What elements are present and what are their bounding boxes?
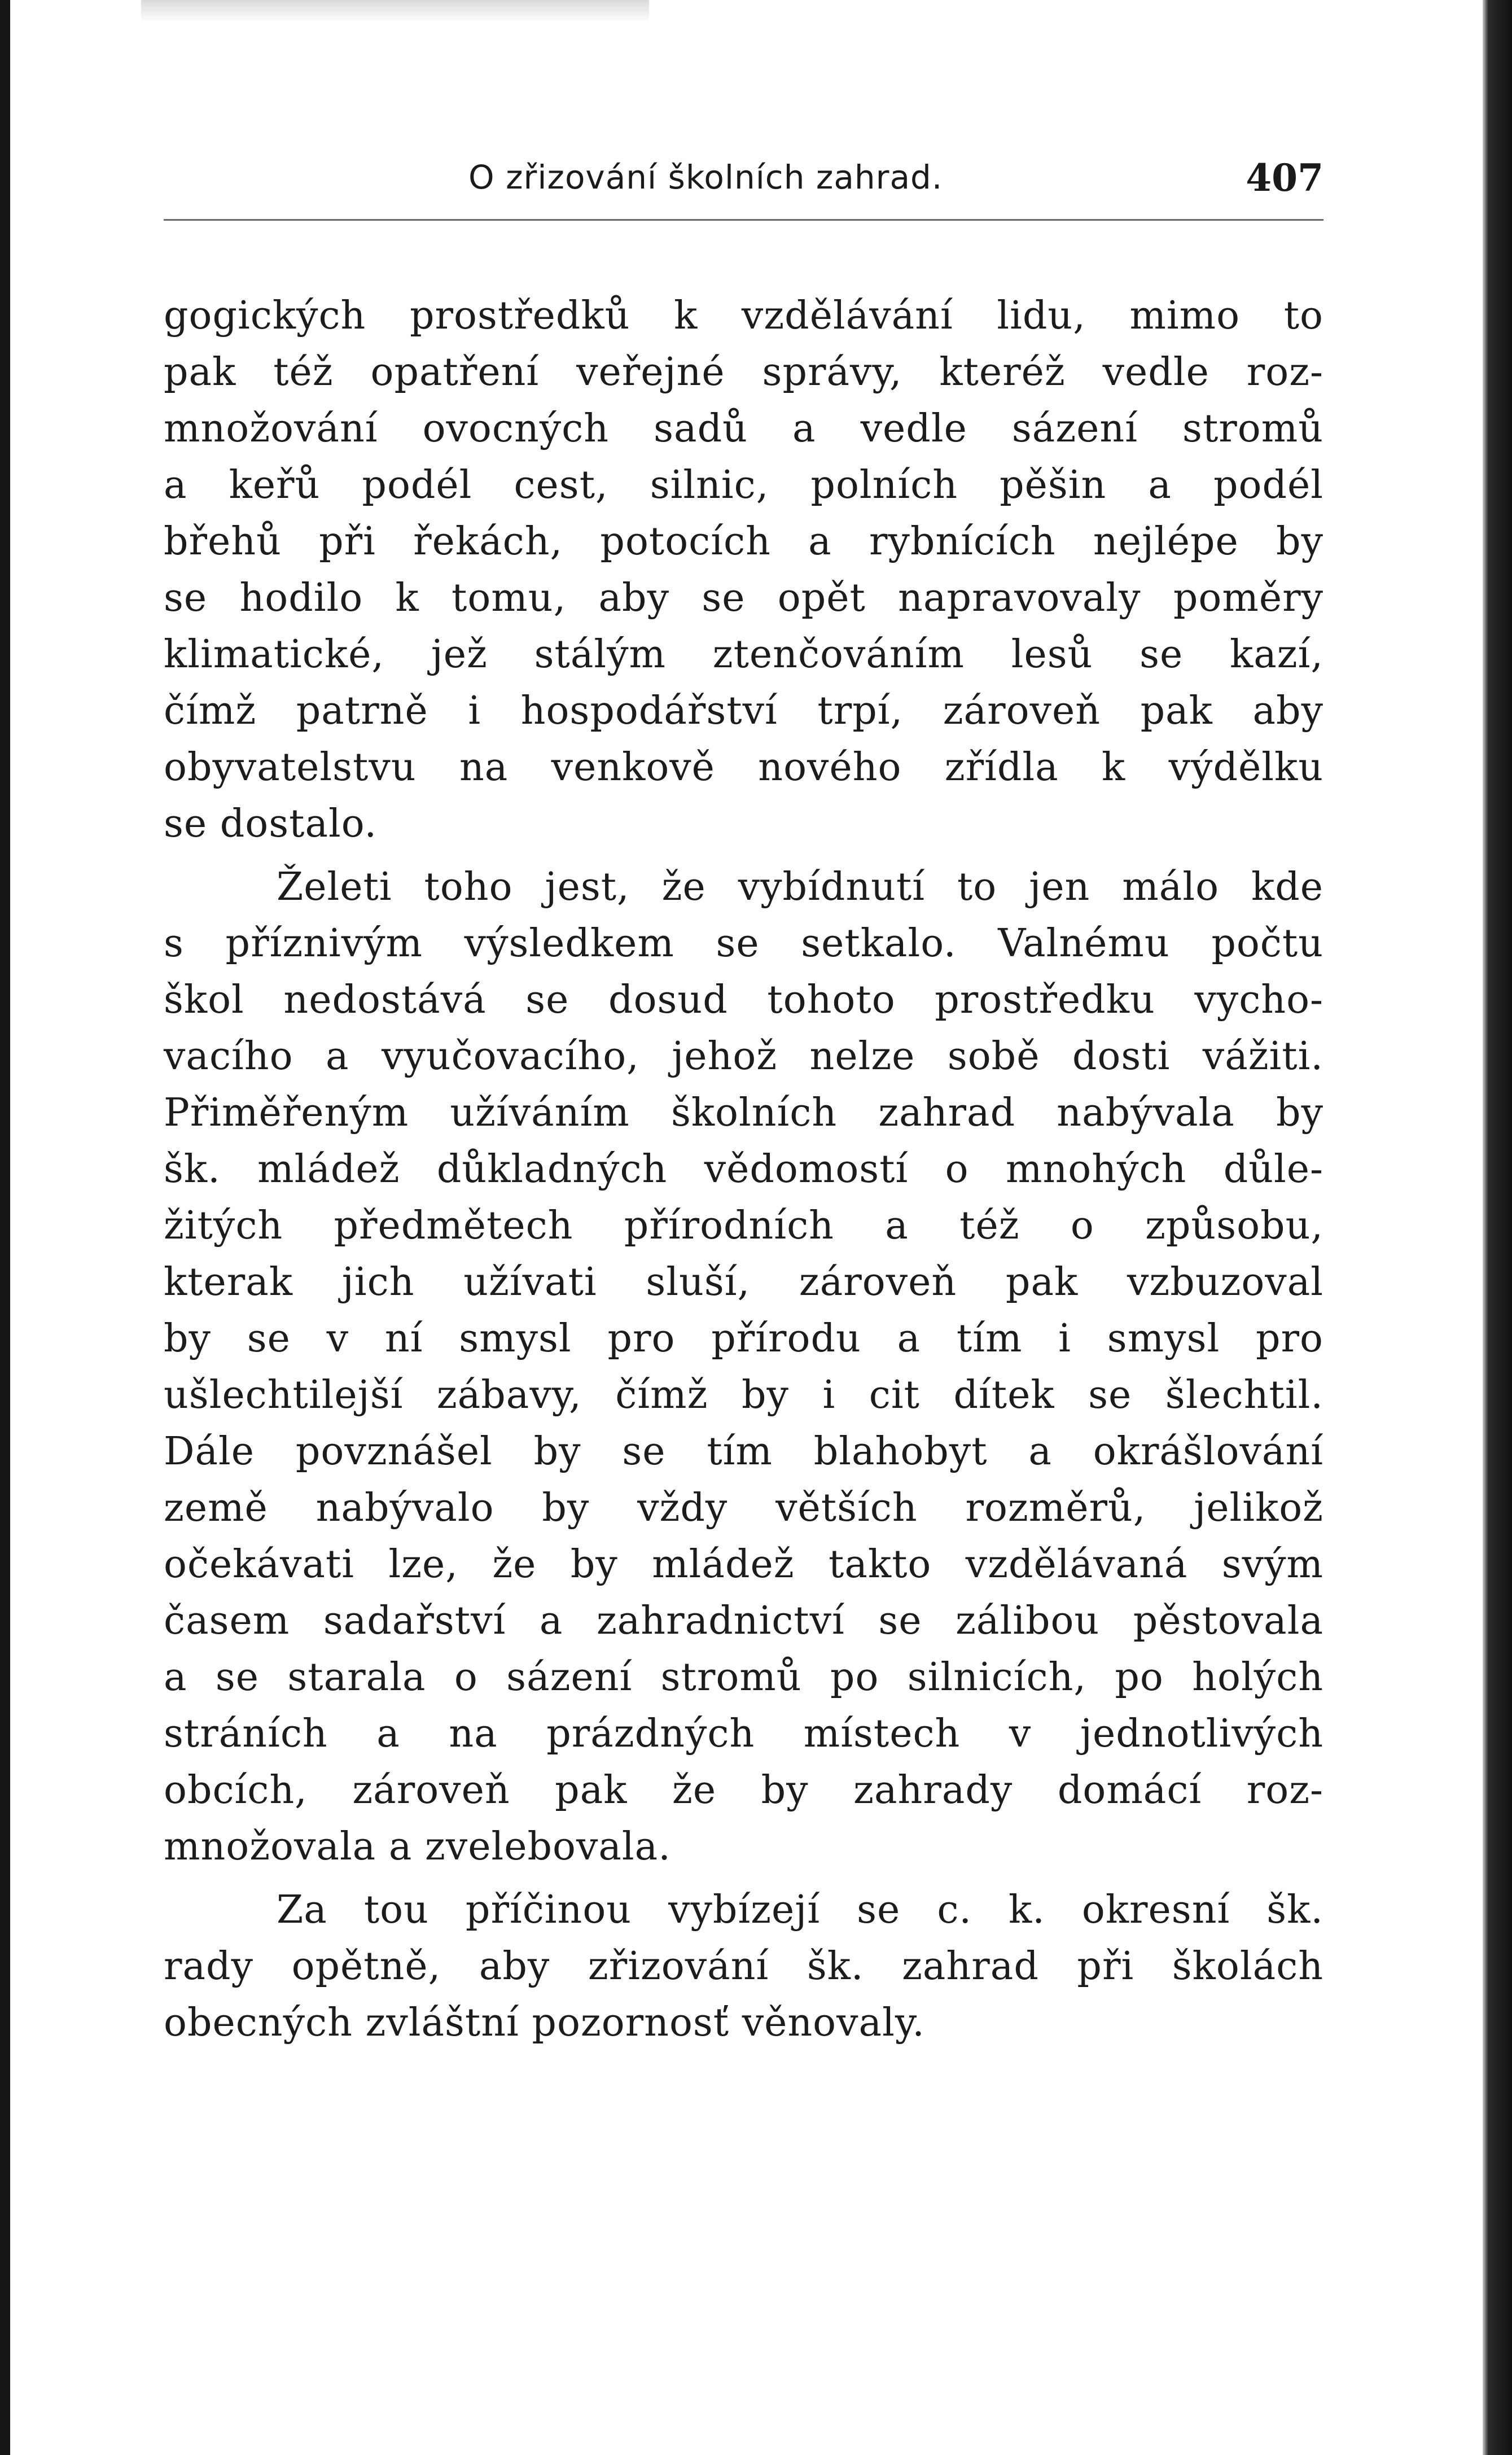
text-line: ušlechtilejší zábavy, čímž by i cit dítek se šlechtil. bbox=[164, 1373, 1323, 1417]
text-line: rady opětně, aby zřizování šk. zahrad při školách bbox=[164, 1944, 1323, 1989]
text-line: množování ovocných sadů a vedle sázení stromů bbox=[164, 406, 1323, 451]
text-line: a se starala o sázení stromů po silnicích, po holých bbox=[164, 1655, 1323, 1700]
text-line: stráních a na prázdných místech v jednotlivých bbox=[164, 1712, 1323, 1756]
text-line: s příznivým výsledkem se setkalo. Valnému počtu bbox=[164, 921, 1323, 966]
text-line: žitých předmětech přírodních a též o způsobu, bbox=[164, 1204, 1323, 1248]
body-text bbox=[164, 288, 1323, 2051]
text-line: země nabývalo by vždy větších rozměrů, jelikož bbox=[164, 1486, 1323, 1530]
running-title: O zřizování školních zahrad. bbox=[468, 158, 943, 196]
header-rule bbox=[164, 219, 1323, 221]
text-line: obecných zvláštní pozornosť věnovaly. bbox=[164, 2001, 925, 2045]
text-line: a keřů podél cest, silnic, polních pěšin a podél bbox=[164, 463, 1323, 507]
paragraph-gap bbox=[164, 852, 1323, 859]
scan-edge-right bbox=[1483, 0, 1512, 2455]
paragraph-1 bbox=[164, 288, 1323, 852]
text-line: očekávati lze, že by mládež takto vzdělávaná svým bbox=[164, 1542, 1323, 1587]
page-number: 407 bbox=[1246, 156, 1323, 200]
text-line: vacího a vyučovacího, jehož nelze sobě dosti vážiti. bbox=[164, 1034, 1323, 1079]
book-page bbox=[164, 152, 1323, 2045]
text-line: škol nedostává se dosud tohoto prostředku vycho- bbox=[164, 978, 1323, 1022]
text-line: obyvatelstvu na venkově nového zřídla k výdělku bbox=[164, 745, 1323, 790]
scan-smudge bbox=[141, 0, 649, 23]
text-line: břehů při řekách, potocích a rybnících nejlépe by bbox=[164, 519, 1323, 564]
text-line: obcích, zároveň pak že by zahrady domácí roz- bbox=[164, 1768, 1323, 1813]
text-line: Želeti toho jest, že vybídnutí to jen málo kde bbox=[277, 865, 1323, 909]
text-line: se hodilo k tomu, aby se opět napravovaly poměry bbox=[164, 576, 1323, 620]
text-line: Přiměřeným užíváním školních zahrad nabývala by bbox=[164, 1091, 1323, 1135]
text-line: časem sadařství a zahradnictví se zálibou pěstovala bbox=[164, 1599, 1323, 1643]
paragraph-3 bbox=[164, 1882, 1323, 2051]
text-line: gogických prostředků k vzdělávání lidu, mimo to bbox=[164, 294, 1323, 338]
text-line: kterak jich užívati sluší, zároveň pak vzbuzoval bbox=[164, 1260, 1323, 1305]
text-line: Za tou příčinou vybízejí se c. k. okresní šk. bbox=[277, 1888, 1323, 1932]
paragraph-gap bbox=[164, 1875, 1323, 1882]
text-line: Dále povznášel by se tím blahobyt a okrášlování bbox=[164, 1429, 1323, 1474]
text-line: by se v ní smysl pro přírodu a tím i smysl pro bbox=[164, 1316, 1323, 1361]
paragraph-2 bbox=[164, 859, 1323, 1875]
text-line: klimatické, jež stálým ztenčováním lesů se kazí, bbox=[164, 632, 1323, 677]
running-head bbox=[164, 152, 1323, 215]
text-line: se dostalo. bbox=[164, 802, 378, 846]
text-line: čímž patrně i hospodářství trpí, zároveň pak aby bbox=[164, 689, 1323, 733]
text-line: šk. mládež důkladných vědomostí o mnohých důle- bbox=[164, 1147, 1323, 1192]
text-line: množovala a zvelebovala. bbox=[164, 1824, 671, 1869]
text-line: pak též opatření veřejné správy, kteréž vedle roz- bbox=[164, 350, 1323, 395]
scan-edge-left bbox=[0, 0, 10, 2455]
